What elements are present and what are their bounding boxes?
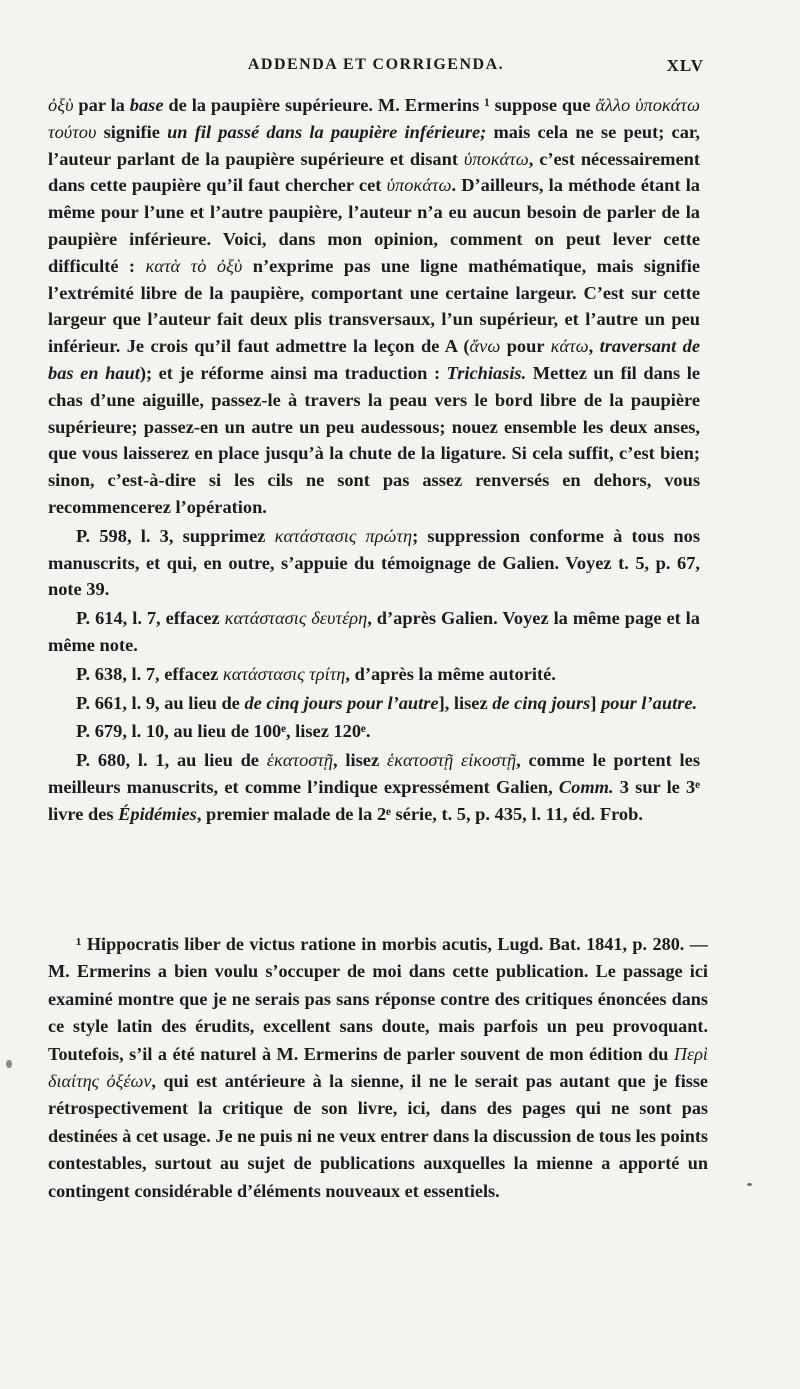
text-span: ]: [590, 692, 602, 713]
text-span: . D’ailleurs, la méthode étant la même pour l’une et l’autre paupière, l’auteur n’a eu aucun besoin de parler de la paupière inférieure. Voici, dans mon opinion, comment on peut lever cette difficulté :: [48, 175, 701, 276]
greek-span: κατάστασις δευτέρη: [224, 608, 368, 629]
italic-span: un fil passé dans la paupière inférieure;: [167, 121, 487, 142]
greek-span: ἄνω: [469, 336, 501, 357]
footnote-text: [48, 931, 708, 1205]
text-span: P. 638, l. 7, effacez: [76, 663, 223, 684]
italic-span: Épidémies: [118, 803, 197, 824]
italic-span: traversant de bas en haut: [48, 336, 700, 383]
text-span: , d’après Galien. Voyez la même page et la même note.: [48, 608, 700, 655]
greek-span: ἄλλο ὑποκάτω τούτου: [48, 95, 700, 142]
greek-span: ἑκατοστῇ: [266, 750, 334, 771]
greek-span: κάτω: [550, 336, 589, 357]
text-span: ); et je réforme ainsi ma traduction :: [139, 362, 447, 383]
greek-span: ὑποκάτω: [386, 175, 452, 196]
page-number: XLV: [666, 56, 704, 75]
greek-span: Περὶ διαίτης ὀξέων: [48, 1043, 708, 1092]
text-span: pour: [500, 336, 551, 357]
text-span: P. 680, l. 1, au lieu de: [76, 750, 267, 771]
paragraph-trichiasis: [48, 92, 700, 521]
text-span: , premier malade de la 2ᵉ série, t. 5, p. 435, l. 11, éd. Frob.: [196, 803, 643, 824]
greek-span: κατάστασις τρίτη: [222, 663, 346, 684]
text-span: mais cela ne se peut; car, l’auteur parlant de la paupière supérieure et disant: [48, 121, 700, 169]
text-span: signifie: [96, 121, 168, 142]
text-span: ¹ Hippocratis liber de victus ratione in morbis acutis, Lugd. Bat. 1841, p. 280. — M. Ermerins a bien voulu s’occuper de moi dans cette publication. Le passage ici examiné montre que je ne serais pas sans réponse contre des critiques énoncées dans ce style latin des érudits, excellent sans doute, mais parfois un peu provoquant. Toutefois, s’il a été naturel à M. Ermerins de parler souvent de mon édition du: [48, 934, 708, 1064]
text-span: , comme le portent les meilleurs manuscrits, et comme l’indique expressément Galien,: [48, 750, 700, 797]
text-span: P. 661, l. 9, au lieu de: [76, 692, 245, 713]
greek-span: ὀξὺ: [48, 95, 74, 115]
italic-span: pour l’autre.: [601, 692, 698, 713]
footnote: [48, 931, 708, 1205]
text-span: ; suppression conforme à tous nos manuscrits, et qui, en outre, s’appuie du témoignage de Galien. Voyez t. 5, p. 67, note 39.: [48, 525, 700, 600]
greek-span: ὑποκάτω: [463, 148, 529, 169]
running-header: [48, 56, 704, 80]
greek-span: κατάστασις πρώτη: [274, 525, 413, 546]
corrigendum-p679: [48, 718, 700, 745]
text-span: , lisez: [333, 750, 387, 771]
text-span: , qui est antérieure à la sienne, il ne le serait pas autant que je fisse rétrospectivement la critique de son livre, ici, dans des pages qui ne sont pas destinées à cet usage. Je ne puis ni ne veux entrer dans la discussion de tous les points contestables, surtout au sujet de publications auxquelles la mienne a apporté un contingent considérable d’éléments nouveaux et essentiels.: [48, 1071, 708, 1201]
text-span: ], lisez: [438, 692, 493, 713]
corrigendum-p598: [48, 523, 700, 603]
text-span: P. 679, l. 10, au lieu de 100ᵉ, lisez 120ᵉ.: [76, 721, 371, 742]
greek-span: ἑκατοστῇ εἰκοστῇ: [386, 750, 517, 771]
text-span: , c’est nécessairement dans cette paupière qu’il faut chercher cet: [48, 148, 700, 196]
corrigendum-p638: [48, 661, 700, 688]
text-span: P. 614, l. 7, effacez: [76, 608, 225, 629]
italic-span: de cinq jours pour l’autre: [244, 692, 439, 713]
text-span: n’exprime pas une ligne mathématique, mais signifie l’extrémité libre de la paupière, comportant une certaine largeur. C’est sur cette largeur que l’auteur fait deux plis transversaux, l’un supérieur, et l’autre un peu inférieur. Je crois qu’il faut admettre la leçon de A (: [48, 255, 701, 357]
main-text: [48, 92, 700, 828]
text-span: ,: [588, 336, 600, 357]
italic-span: de cinq jours: [492, 692, 591, 713]
text-span: P. 598, l. 3, supprimez: [76, 525, 275, 546]
italic-span: Comm.: [558, 776, 614, 797]
paper-speck: [747, 1183, 752, 1186]
text-span: de la paupière supérieure. M. Ermerins ¹ suppose que: [163, 95, 596, 115]
header-title: ADDENDA ET CORRIGENDA.: [247, 56, 505, 73]
paper-speck: [6, 1060, 12, 1068]
text-span: Mettez un fil dans le chas d’une aiguille, passez-le à travers la peau vers le bord libre de la paupière supérieure; passez-en un autre un peu audessous; nouez ensemble les deux anses, que vous laisserez en place jusqu’à la chute de la ligature. Si cela suffit, c’est bien; sinon, c’est-à-dire si les cils ne sont pas assez renversés en dehors, vous recommencerez l’opération.: [48, 362, 700, 517]
italic-span: Trichiasis.: [446, 362, 527, 383]
text-span: par la: [73, 95, 130, 115]
text-span: , d’après la même autorité.: [345, 663, 556, 684]
italic-span: base: [129, 95, 164, 115]
corrigendum-p661: [48, 690, 700, 717]
text-span: 3 sur le 3ᵉ livre des: [48, 776, 700, 824]
greek-span: κατὰ τὸ ὀξὺ: [145, 255, 243, 276]
corrigendum-p614: [48, 605, 700, 659]
corrigendum-p680: [48, 747, 700, 827]
